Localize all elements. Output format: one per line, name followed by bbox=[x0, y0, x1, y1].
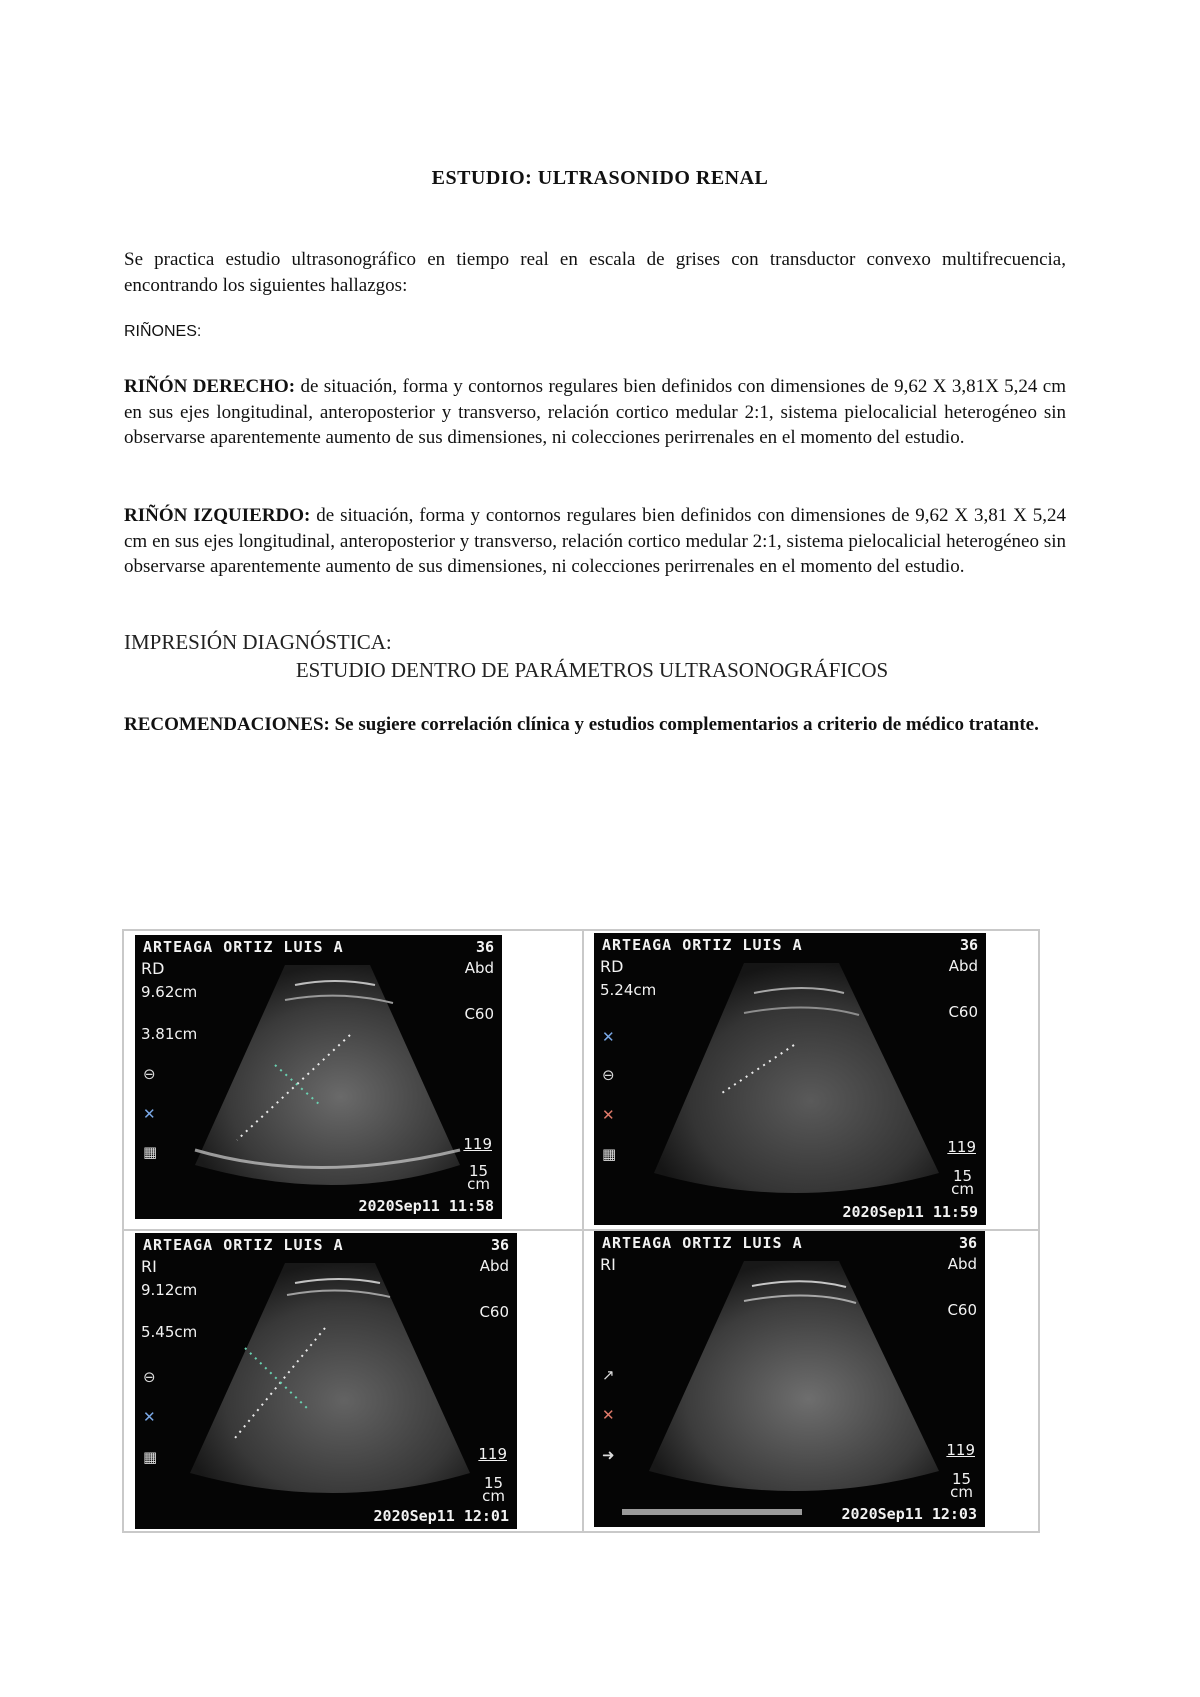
depth-value: 15 cm bbox=[950, 1470, 973, 1501]
measurement-1: 5.24cm bbox=[600, 981, 657, 999]
cross-icon: ✕ bbox=[602, 1106, 615, 1124]
ultrasound-image-1 bbox=[135, 935, 502, 1219]
recomendaciones-paragraph bbox=[124, 712, 1066, 738]
report-title: ESTUDIO: ULTRASONIDO RENAL bbox=[431, 167, 769, 189]
frame-number: 36 bbox=[959, 936, 978, 954]
preset-label: Abd bbox=[947, 1255, 977, 1273]
gain-value: 119 bbox=[463, 1135, 492, 1153]
cross-icon: ✕ bbox=[602, 1028, 615, 1046]
arrow-icon: ↗ bbox=[602, 1366, 615, 1384]
rinon-derecho-label: RIÑÓN DERECHO: bbox=[124, 376, 296, 397]
frame-number: 36 bbox=[958, 1234, 977, 1252]
cross-icon: ✕ bbox=[143, 1408, 156, 1426]
timestamp: 2020Sep11 11:58 bbox=[358, 1197, 494, 1215]
depth-value: 15 cm bbox=[467, 1162, 490, 1193]
calculator-icon: ▦ bbox=[143, 1448, 158, 1466]
timestamp: 2020Sep11 12:01 bbox=[373, 1507, 509, 1525]
rinon-derecho-paragraph bbox=[124, 374, 1066, 451]
calculator-icon: ▦ bbox=[602, 1145, 617, 1163]
ultrasound-scan-graphic bbox=[135, 935, 502, 1219]
probe-label: C60 bbox=[479, 1303, 509, 1321]
impresion-text: ESTUDIO DENTRO DE PARÁMETROS ULTRASONOGRÁFICOS bbox=[295, 658, 889, 682]
ultrasound-image-2 bbox=[594, 933, 986, 1225]
measurement-1: 9.62cm bbox=[141, 983, 198, 1001]
patient-name: ARTEAGA ORTIZ LUIS A bbox=[143, 1236, 344, 1254]
depth-value: 15 cm bbox=[951, 1167, 974, 1198]
measurement-1: 9.12cm bbox=[141, 1281, 198, 1299]
preset-label: Abd bbox=[464, 959, 494, 977]
gain-value: 119 bbox=[478, 1445, 507, 1463]
gain-value: 119 bbox=[946, 1441, 975, 1459]
preset-label: Abd bbox=[948, 957, 978, 975]
measurement-2: 5.45cm bbox=[141, 1323, 198, 1341]
ultrasound-scan-graphic bbox=[594, 1231, 985, 1527]
patient-name: ARTEAGA ORTIZ LUIS A bbox=[602, 1234, 803, 1252]
arrow-right-icon: ➜ bbox=[602, 1446, 615, 1464]
patient-name: ARTEAGA ORTIZ LUIS A bbox=[602, 936, 803, 954]
timestamp: 2020Sep11 12:03 bbox=[841, 1505, 977, 1523]
caliper-icon: ⊖ bbox=[143, 1368, 156, 1386]
caliper-icon: ⊖ bbox=[143, 1065, 156, 1083]
cross-icon: ✕ bbox=[143, 1105, 156, 1123]
probe-label: C60 bbox=[947, 1301, 977, 1319]
rinon-derecho-text: de situación, forma y contornos regulares bien definidos con dimensiones de 9,62 X 3,81X 5,24 cm en sus ejes longitudinal, anteroposterior y transverso, relación cortico medular 2:1, sistema pielocalicial heterogéneo sin observarse aparentemente aumento de sus dimensiones, ni colecciones perirrenales en el momento del estudio. bbox=[124, 376, 1066, 448]
timestamp: 2020Sep11 11:59 bbox=[842, 1203, 978, 1221]
side-label: RI bbox=[600, 1255, 616, 1274]
recomendaciones-text: Se sugiere correlación clínica y estudios complementarios a criterio de médico tratante. bbox=[329, 714, 1039, 735]
probe-label: C60 bbox=[464, 1005, 494, 1023]
patient-name: ARTEAGA ORTIZ LUIS A bbox=[143, 938, 344, 956]
measurement-2: 3.81cm bbox=[141, 1025, 198, 1043]
grid-divider-vertical bbox=[582, 931, 584, 1531]
gain-value: 119 bbox=[947, 1138, 976, 1156]
rinon-izquierdo-label: RIÑÓN IZQUIERDO: bbox=[124, 505, 311, 526]
side-label: RD bbox=[141, 959, 165, 978]
preset-label: Abd bbox=[479, 1257, 509, 1275]
frame-number: 36 bbox=[490, 1236, 509, 1254]
intro-paragraph: Se practica estudio ultrasonográfico en tiempo real en escala de grises con transductor convexo multifrecuencia, encontrando los siguientes hallazgos: bbox=[124, 249, 1066, 296]
side-label: RI bbox=[141, 1257, 157, 1276]
ultrasound-image-4 bbox=[594, 1231, 985, 1527]
impresion-heading: IMPRESIÓN DIAGNÓSTICA: bbox=[124, 630, 392, 654]
recomendaciones-label: RECOMENDACIONES: bbox=[124, 714, 330, 735]
frame-number: 36 bbox=[475, 938, 494, 956]
depth-value: 15 cm bbox=[482, 1474, 505, 1505]
calculator-icon: ▦ bbox=[143, 1143, 158, 1161]
ultrasound-scan-graphic bbox=[135, 1233, 517, 1529]
caliper-icon: ⊖ bbox=[602, 1066, 615, 1084]
rinon-izquierdo-paragraph bbox=[124, 503, 1066, 580]
side-label: RD bbox=[600, 957, 624, 976]
probe-label: C60 bbox=[948, 1003, 978, 1021]
rinon-izquierdo-text: de situación, forma y contornos regulares bien definidos con dimensiones de 9,62 X 3,81 X 5,24 cm en sus ejes longitudinal, anteroposterior y transverso, relación cortico medular 2:1, sistema pielocalicial heterogéneo sin observarse aparentemente aumento de sus dimensiones, ni colecciones perirrenales en el momento del estudio. bbox=[124, 505, 1066, 577]
ultrasound-scan-graphic bbox=[594, 933, 986, 1225]
cross-icon: ✕ bbox=[602, 1406, 615, 1424]
rinones-heading: RIÑONES: bbox=[124, 323, 202, 340]
ultrasound-image-3 bbox=[135, 1233, 517, 1529]
